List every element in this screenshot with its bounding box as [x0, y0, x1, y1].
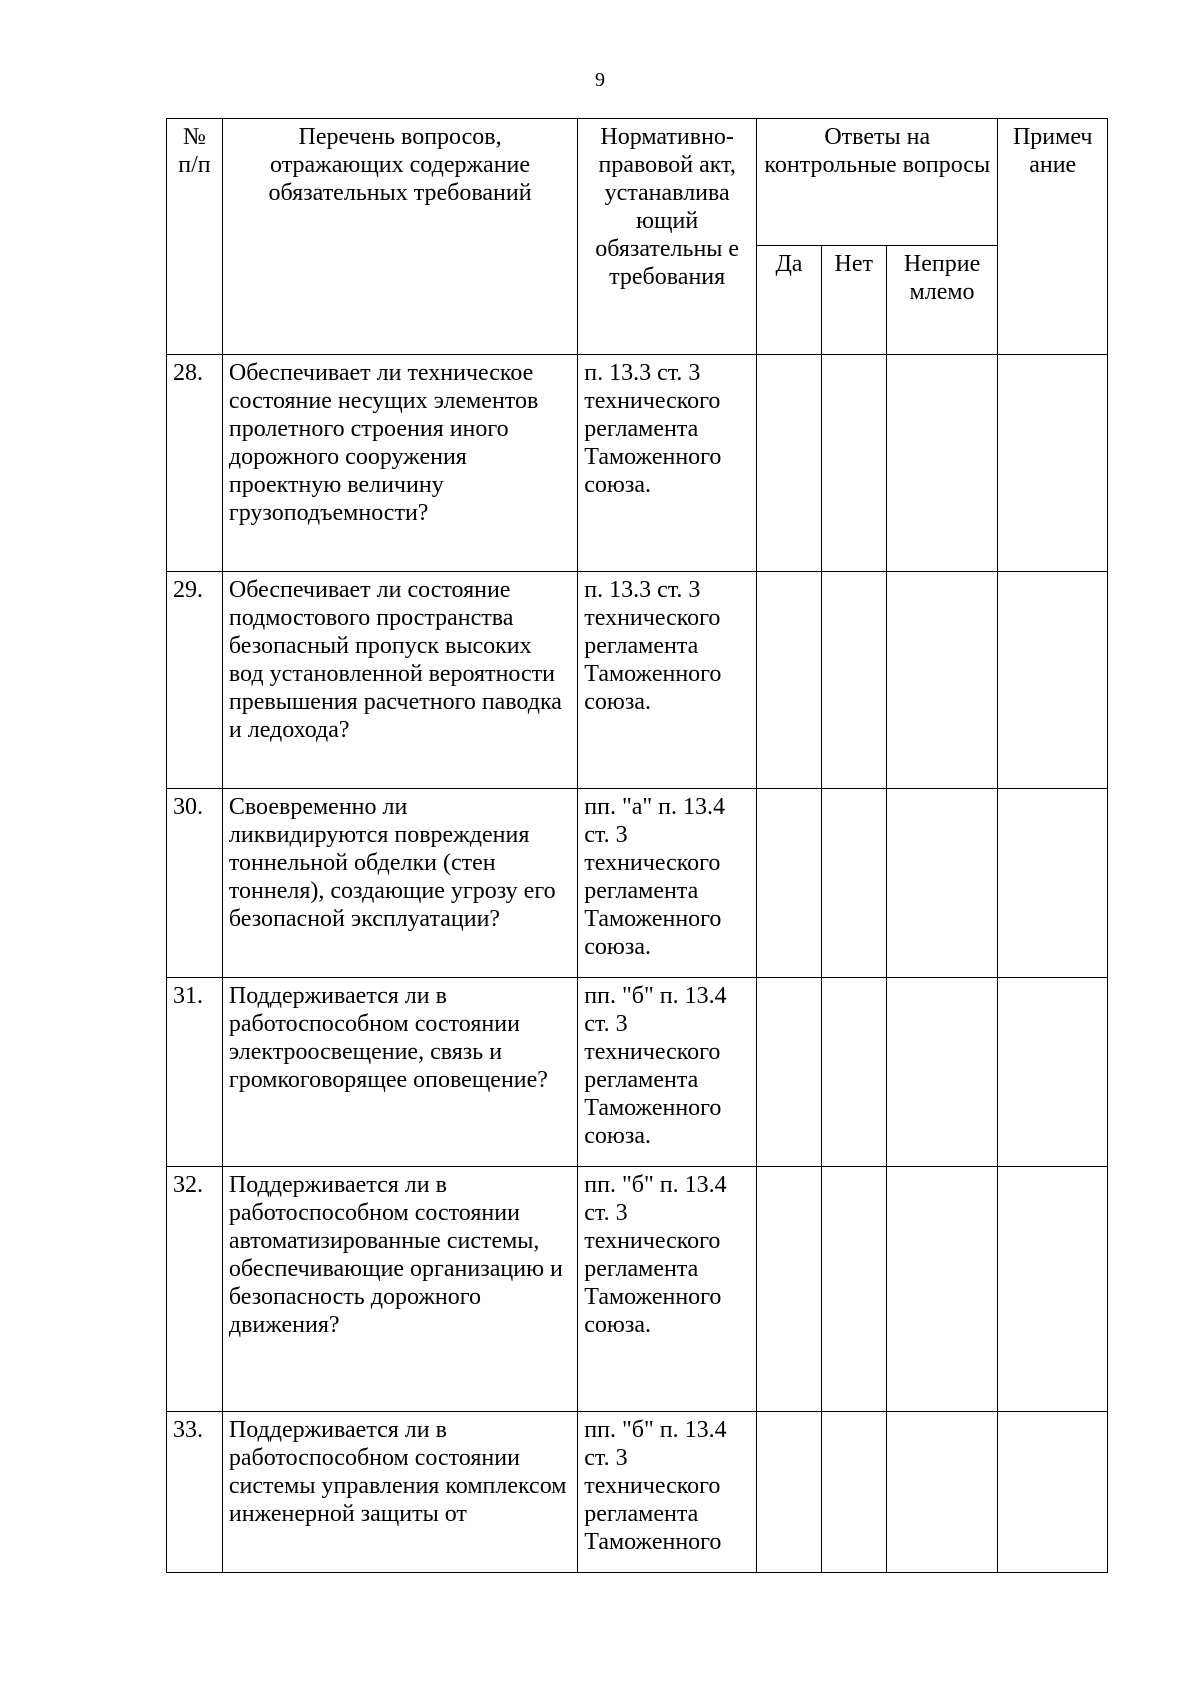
page-number: 9	[595, 69, 605, 91]
header-answers: Ответы на контрольные вопросы	[757, 119, 998, 246]
table-row	[167, 1167, 1108, 1412]
note-cell[interactable]	[998, 1412, 1108, 1573]
answer-no-cell[interactable]	[821, 1412, 886, 1573]
checklist-table	[166, 118, 1108, 1573]
row-normative-act: пп. "а" п. 13.4 ст. 3 технического регламента Таможенного союза.	[578, 789, 757, 978]
row-number: 33.	[167, 1412, 223, 1573]
table-row	[167, 355, 1108, 572]
answer-no-cell[interactable]	[821, 789, 886, 978]
answer-na-cell[interactable]	[886, 789, 998, 978]
answer-na-cell[interactable]	[886, 355, 998, 572]
table-row	[167, 978, 1108, 1167]
row-normative-act: п. 13.3 ст. 3 технического регламента Таможенного союза.	[578, 355, 757, 572]
table-row	[167, 572, 1108, 789]
note-cell[interactable]	[998, 789, 1108, 978]
row-normative-act: пп. "б" п. 13.4 ст. 3 технического регламента Таможенного союза.	[578, 978, 757, 1167]
table-row	[167, 789, 1108, 978]
header-no: Нет	[821, 246, 886, 355]
answer-yes-cell[interactable]	[757, 355, 822, 572]
row-number: 30.	[167, 789, 223, 978]
answer-na-cell[interactable]	[886, 1412, 998, 1573]
answer-na-cell[interactable]	[886, 572, 998, 789]
row-normative-act: пп. "б" п. 13.4 ст. 3 технического регламента Таможенного союза.	[578, 1167, 757, 1412]
header-not-applicable: Неприе млемо	[886, 246, 998, 355]
answer-no-cell[interactable]	[821, 355, 886, 572]
row-number: 32.	[167, 1167, 223, 1412]
answer-yes-cell[interactable]	[757, 1412, 822, 1573]
row-question: Обеспечивает ли состояние подмостового пространства безопасный пропуск высоких вод установленной вероятности превышения расчетного паводка и ледохода?	[222, 572, 577, 789]
row-question: Поддерживается ли в работоспособном состоянии системы управления комплексом инженерной защиты от	[222, 1412, 577, 1573]
note-cell[interactable]	[998, 978, 1108, 1167]
row-question: Поддерживается ли в работоспособном состоянии автоматизированные системы, обеспечивающие организацию и безопасность дорожного движения?	[222, 1167, 577, 1412]
answer-yes-cell[interactable]	[757, 789, 822, 978]
row-question: Поддерживается ли в работоспособном состоянии электроосвещение, связь и громкоговорящее оповещение?	[222, 978, 577, 1167]
row-question: Своевременно ли ликвидируются повреждения тоннельной обделки (стен тоннеля), создающие угрозу его безопасной эксплуатации?	[222, 789, 577, 978]
answer-no-cell[interactable]	[821, 572, 886, 789]
row-number: 29.	[167, 572, 223, 789]
answer-no-cell[interactable]	[821, 978, 886, 1167]
header-yes: Да	[757, 246, 822, 355]
note-cell[interactable]	[998, 355, 1108, 572]
header-number: № п/п	[167, 119, 223, 355]
note-cell[interactable]	[998, 572, 1108, 789]
answer-na-cell[interactable]	[886, 1167, 998, 1412]
answer-yes-cell[interactable]	[757, 1167, 822, 1412]
header-question: Перечень вопросов, отражающих содержание обязательных требований	[222, 119, 577, 355]
answer-na-cell[interactable]	[886, 978, 998, 1167]
row-number: 31.	[167, 978, 223, 1167]
answer-yes-cell[interactable]	[757, 978, 822, 1167]
answer-no-cell[interactable]	[821, 1167, 886, 1412]
header-note: Примеч ание	[998, 119, 1108, 355]
row-number: 28.	[167, 355, 223, 572]
answer-yes-cell[interactable]	[757, 572, 822, 789]
row-normative-act: пп. "б" п. 13.4 ст. 3 технического регламента Таможенного	[578, 1412, 757, 1573]
table-row	[167, 1412, 1108, 1573]
row-question: Обеспечивает ли техническое состояние несущих элементов пролетного строения иного дорожного сооружения проектную величину грузоподъемности?	[222, 355, 577, 572]
row-normative-act: п. 13.3 ст. 3 технического регламента Таможенного союза.	[578, 572, 757, 789]
header-normative-act: Нормативно-правовой акт, устанавлива ющий обязательны е требования	[578, 119, 757, 355]
note-cell[interactable]	[998, 1167, 1108, 1412]
